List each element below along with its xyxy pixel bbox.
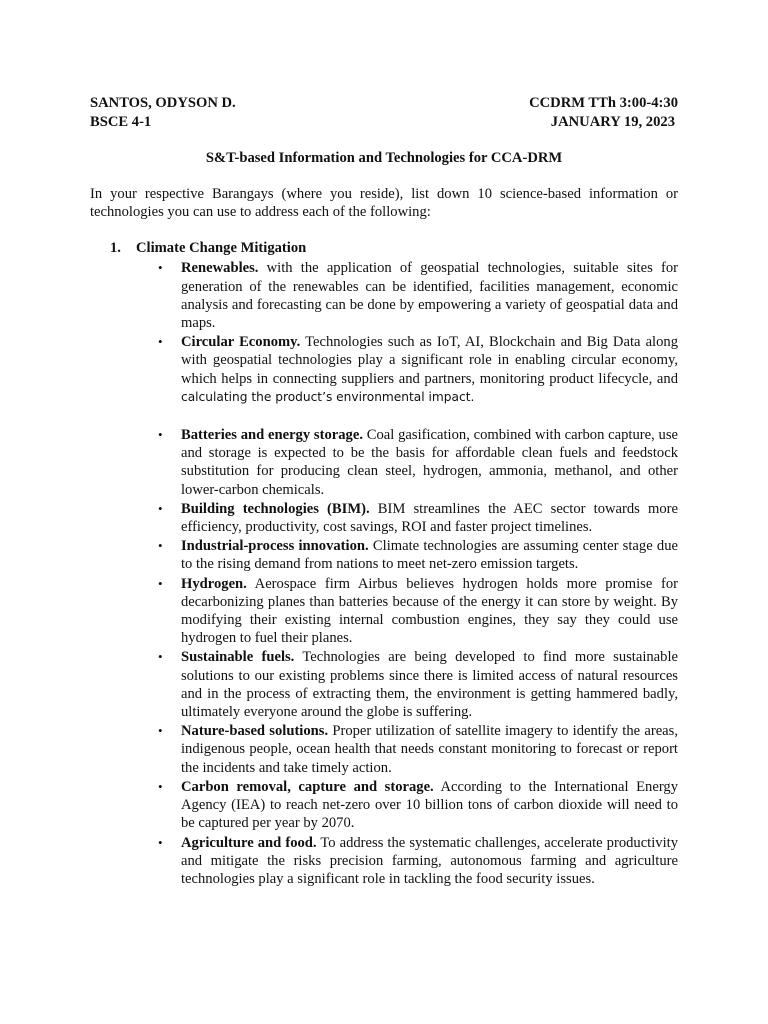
item-text: Technologies such as IoT, AI, Blockchain and Big Data along with geospatial technologies play a significant role in enabling circular economy, which helps in connecting suppliers and partners, monitoring product lifecycle, and	[181, 334, 678, 387]
document-date: JANUARY 19, 2023	[550, 114, 675, 130]
list-item	[90, 333, 678, 406]
item-text: with the application of geospatial technologies, suitable sites for generation of the renewables can be identified, facilities management, economic analysis and forecasting can be done by empowering a variety of geospatial data and maps.	[181, 260, 678, 332]
student-section: BSCE 4-1	[90, 114, 152, 130]
list-item	[90, 648, 678, 721]
bullet-icon: •	[158, 834, 163, 850]
header-row-1	[90, 94, 678, 113]
document-page	[90, 94, 678, 888]
bullet-icon: •	[158, 334, 163, 350]
bullet-icon: •	[158, 723, 163, 739]
item-text: Aerospace firm Airbus believes hydrogen holds more promise for decarbonizing planes than batteries because of the energy it can store by weight. By modifying their existing internal combustion engines, they say they could use hydrogen to fuel their planes.	[181, 575, 678, 647]
item-title: Industrial-process innovation.	[181, 538, 369, 555]
technology-list	[90, 259, 678, 888]
list-item	[90, 575, 678, 648]
bullet-icon: •	[158, 427, 163, 443]
item-title: Carbon removal, capture and storage.	[181, 778, 434, 795]
item-title: Nature-based solutions.	[181, 723, 329, 740]
list-item	[90, 426, 678, 499]
item-text-tail: calculating the product’s environmental impact.	[181, 389, 475, 404]
section-title: Climate Change Mitigation	[136, 240, 307, 257]
item-text: BIM streamlines the AEC sector towards more efficiency, productivity, cost savings, ROI and faster project timelines.	[181, 500, 678, 536]
bullet-icon: •	[158, 538, 163, 554]
student-name: SANTOS, ODYSON D.	[90, 95, 236, 111]
bullet-icon: •	[158, 575, 163, 591]
item-text: Technologies are being developed to find more sustainable solutions to our existing problems since there is limited access of natural resources and in the process of extracting them, the environment is getting hammered badly, ultimately everyone around the globe is suffering.	[181, 649, 678, 721]
item-title: Agriculture and food.	[181, 834, 317, 851]
list-item	[90, 722, 678, 777]
list-item	[90, 834, 678, 889]
item-text: Proper utilization of satellite imagery to identify the areas, indigenous people, ocean health that needs constant monitoring to forecast or report the incidents and take timely action.	[181, 723, 678, 776]
section-heading	[90, 239, 678, 258]
bullet-icon: •	[158, 500, 163, 516]
instructions-paragraph: In your respective Barangays (where you reside), list down 10 science-based information or technologies you can use to address each of the following:	[90, 186, 678, 221]
bullet-icon: •	[158, 260, 163, 276]
item-text: According to the International Energy Agency (IEA) to reach net-zero over 10 billion tons of carbon dioxide will need to be captured per year by 2070.	[181, 778, 679, 832]
bullet-icon: •	[158, 649, 163, 665]
item-title: Renewables.	[181, 260, 259, 277]
item-text: To address the systematic challenges, accelerate productivity and mitigate the risks precision farming, autonomous farming and agriculture technologies play a significant role in tackling the food security issues.	[181, 834, 678, 887]
list-item	[90, 537, 678, 573]
item-title: Hydrogen.	[181, 575, 247, 592]
item-text: Coal gasification, combined with carbon capture, use and storage is expected to be the basis for affordable clean fuels and feedstock substitution for producing clean steel, hydrogen, ammonia, methanol, and other lower-carbon chemicals.	[181, 427, 678, 498]
item-title: Circular Economy.	[181, 334, 301, 351]
list-item	[90, 500, 678, 536]
list-item	[90, 259, 678, 332]
bullet-icon: •	[158, 778, 163, 794]
list-item	[90, 778, 678, 833]
item-title: Sustainable fuels.	[181, 649, 295, 666]
header-row-2	[90, 113, 678, 132]
item-title: Batteries and energy storage.	[181, 427, 363, 444]
document-title: S&T-based Information and Technologies for CCA-DRM	[205, 150, 563, 166]
item-title: Building technologies (BIM).	[181, 500, 370, 517]
course-schedule: CCDRM TTh 3:00-4:30	[529, 95, 678, 111]
item-text: Climate technologies are assuming center stage due to the rising demand from nations to meet net-zero emission targets.	[181, 538, 678, 573]
section-number: 1.	[110, 240, 121, 257]
